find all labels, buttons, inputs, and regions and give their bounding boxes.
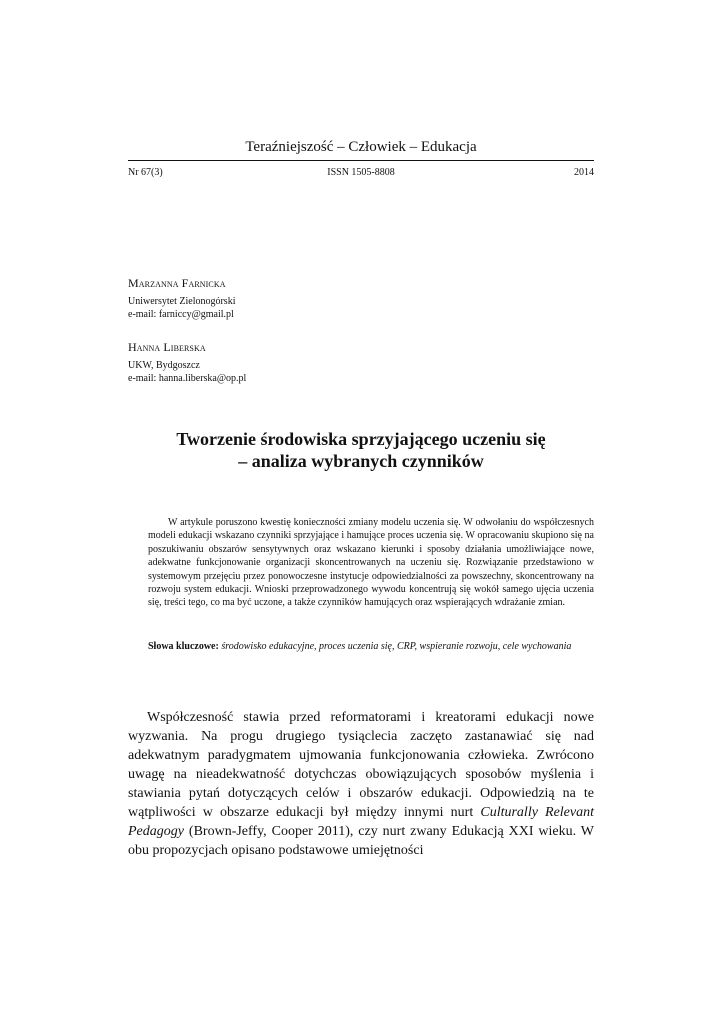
keywords	[148, 640, 594, 653]
issue-number: Nr 67(3)	[128, 167, 163, 178]
article-title	[128, 428, 594, 472]
header-rule	[128, 160, 594, 161]
issn: ISSN 1505-8808	[327, 167, 395, 178]
author-affiliation: UKW, Bydgoszcz	[128, 360, 200, 371]
article-title-line-1: Tworzenie środowiska sprzyjającego uczeniu się	[176, 429, 546, 449]
author-name: Marzanna Farnicka	[128, 276, 226, 290]
article-title-line-2: – analiza wybranych czynników	[238, 451, 484, 471]
abstract: W artykule poruszono kwestię konieczności zmiany modelu uczenia się. W odwołaniu do współczesnych modeli edukacji wskazano czynniki sprzyjające i hamujące proces uczenia się. W opracowaniu skupiono się na poszukiwaniu obszarów sensytywnych oraz wskazano kierunki i sposoby działania umożliwiające nowe, adekwatne funkcjonowanie organizacji skoncentrowanych na uczeniu się. Rozwiązanie przedstawiono w systemowym przejęciu przez ponowoczesne instytucje odpowiedzialności za powszechny, skoncentrowany na rozwoju system edukacji. Wnioski przeprowadzonego wywodu koncentrują się wokół samego ujęcia uczenia się, treści tego, co ma być uczone, a także czynników hamujących oraz wspierających wdrażanie zmian.	[148, 517, 594, 609]
author-affiliation: Uniwersytet Zielonogórski	[128, 296, 236, 307]
author-email: e-mail: hanna.liberska@op.pl	[128, 373, 247, 384]
publication-year: 2014	[574, 167, 594, 178]
body-text-part-2: (Brown-Jeffy, Cooper 2011), czy nurt zwany Edukacją XXI wieku. W obu propozycjach opisano podstawowe umiejętności	[128, 824, 595, 858]
body-text-italic-term: Culturally Relevant Pedagogy	[128, 805, 594, 839]
keywords-label: Słowa kluczowe:	[148, 641, 219, 652]
author-2	[128, 340, 594, 385]
body-paragraph	[128, 708, 594, 860]
author-email: e-mail: farniccy@gmail.pl	[128, 309, 234, 320]
author-1	[128, 276, 594, 321]
journal-title: Teraźniejszość – Człowiek – Edukacja	[245, 139, 477, 155]
body-text-part-1: Współczesność stawia przed reformatorami i kreatorami edukacji nowe wyzwania. Na progu drugiego tysiąclecia zaczęto zastanawiać się nad adekwatnym paradygmatem ujmowania funkcjonowania człowieka. Zwrócono uwagę na nieadekwatność dotychczas obowiązujących sposobów myślenia i stawiania pytań dotyczących celów i obszarów edukacji. Odpowiedzią na te wątpliwości w obszarze edukacji był między innymi nurt	[128, 710, 594, 820]
keywords-list: środowisko edukacyjne, proces uczenia się, CRP, wspieranie rozwoju, cele wychowania	[221, 641, 572, 652]
author-name: Hanna Liberska	[128, 340, 206, 354]
